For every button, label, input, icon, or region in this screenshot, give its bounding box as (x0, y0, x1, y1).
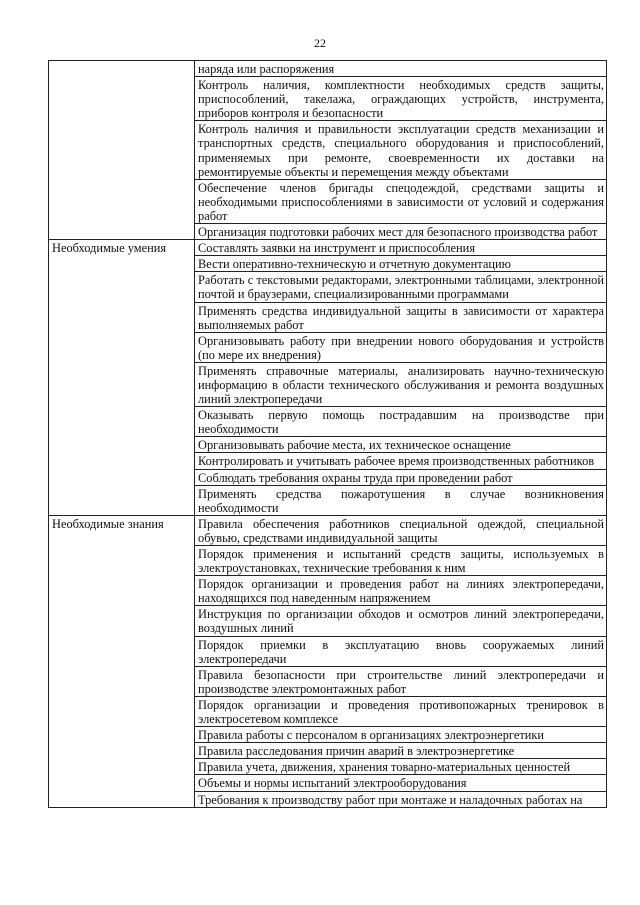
requirement-item: наряда или распоряжения (195, 61, 607, 77)
requirement-item: Требования к производству работ при монтаже и наладочных работах на (195, 791, 607, 807)
requirement-item: Контролировать и учитывать рабочее время производственных работников (195, 453, 607, 469)
requirement-item: Составлять заявки на инструмент и приспособления (195, 240, 607, 256)
requirement-item: Организовывать рабочие места, их техническое оснащение (195, 437, 607, 453)
requirement-item: Правила расследования причин аварий в электроэнергетике (195, 743, 607, 759)
requirement-item: Порядок организации и проведения работ на линиях электропередачи, находящихся под наведенным напряжением (195, 576, 607, 606)
requirement-item: Контроль наличия, комплектности необходимых средств защиты, приспособлений, такелажа, ограждающих устройств, инструмента, приборов контроля и безопасности (195, 77, 607, 121)
requirement-item: Применять средства индивидуальной защиты в зависимости от характера выполняемых работ (195, 302, 607, 332)
requirement-item: Вести оперативно-техническую и отчетную документацию (195, 256, 607, 272)
requirements-table-body (49, 61, 607, 808)
requirement-item: Правила обеспечения работников специальной одеждой, специальной обувью, средствами индивидуальной защиты (195, 515, 607, 545)
section-label: Необходимые умения (49, 240, 195, 516)
table-row (49, 61, 607, 77)
section-label (49, 61, 195, 240)
requirement-item: Объемы и нормы испытаний электрооборудования (195, 775, 607, 791)
table-row (49, 515, 607, 545)
requirement-item: Правила учета, движения, хранения товарно-материальных ценностей (195, 759, 607, 775)
requirement-item: Применять справочные материалы, анализировать научно-техническую информацию в области технического обслуживания и ремонта воздушных линий электропередачи (195, 362, 607, 406)
requirement-item: Порядок применения и испытаний средств защиты, используемых в электроустановках, технические требования к ним (195, 546, 607, 576)
requirement-item: Правила безопасности при строительстве линий электропередачи и производстве электромонтажных работ (195, 666, 607, 696)
requirement-item: Организация подготовки рабочих мест для безопасного производства работ (195, 224, 607, 240)
requirement-item: Порядок приемки в эксплуатацию вновь сооружаемых линий электропередачи (195, 636, 607, 666)
requirement-item: Работать с текстовыми редакторами, электронными таблицами, электронной почтой и браузерами, специализированными программами (195, 272, 607, 302)
requirement-item: Инструкция по организации обходов и осмотров линий электропередачи, воздушных линий (195, 606, 607, 636)
requirement-item: Обеспечение членов бригады спецодеждой, средствами защиты и необходимыми приспособлениями в зависимости от условий и содержания работ (195, 179, 607, 223)
requirement-item: Правила работы с персоналом в организациях электроэнергетики (195, 727, 607, 743)
requirement-item: Применять средства пожаротушения в случае возникновения необходимости (195, 485, 607, 515)
requirement-item: Контроль наличия и правильности эксплуатации средств механизации и транспортных средств, специального оборудования и приспособлений, применяемых при ремонте, своевременности их доставки на ремонтируемые объекты и перемещения между объектами (195, 121, 607, 179)
requirement-item: Организовывать работу при внедрении нового оборудования и устройств (по мере их внедрения) (195, 332, 607, 362)
requirement-item: Оказывать первую помощь пострадавшим на производстве при необходимости (195, 407, 607, 437)
requirements-table (48, 60, 607, 808)
table-row (49, 240, 607, 256)
requirement-item: Соблюдать требования охраны труда при проведении работ (195, 469, 607, 485)
section-label: Необходимые знания (49, 515, 195, 807)
requirement-item: Порядок организации и проведения противопожарных тренировок в электросетевом комплексе (195, 696, 607, 726)
page-number: 22 (314, 36, 326, 50)
